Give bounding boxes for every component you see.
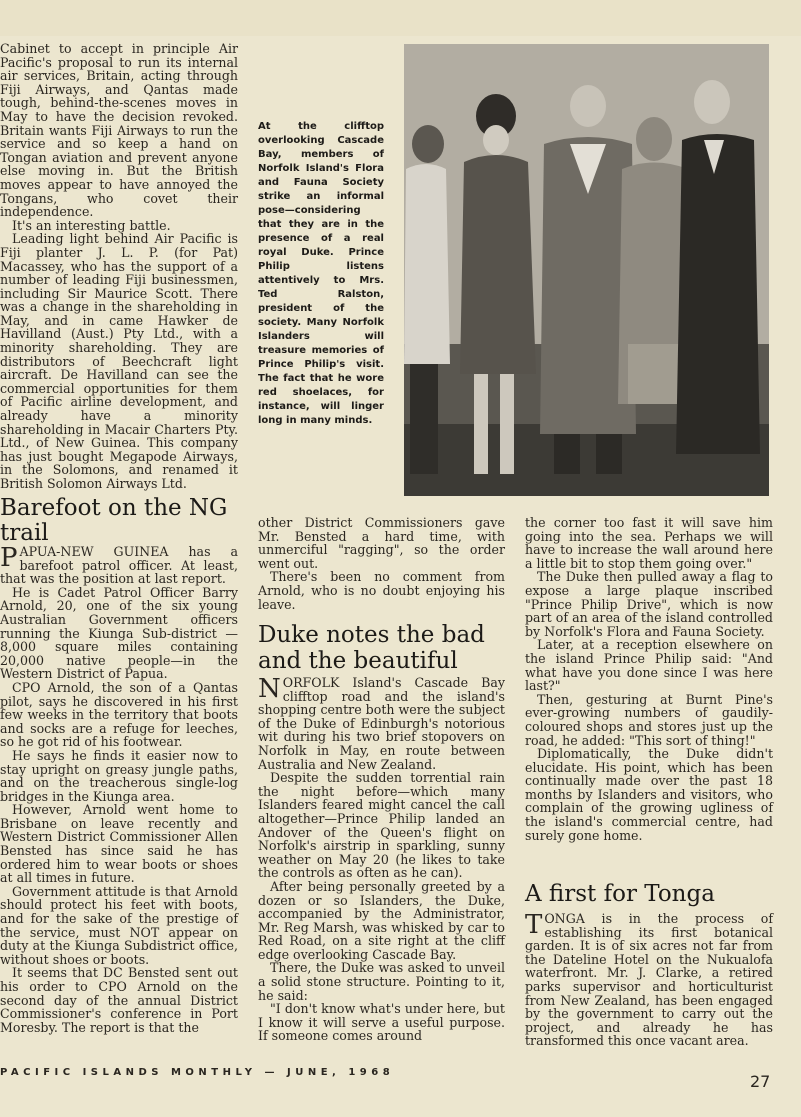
paragraph: It seems that DC Bensted sent out his order to CPO Arnold on the second day of the annual District Commissioner's conference in Port Moresby. The report is that the — [0, 965, 238, 1035]
dropcap: N — [258, 674, 281, 704]
paragraph: There's been no comment from Arnold, who is no doubt enjoying his leave. — [258, 569, 505, 612]
page-top-band — [0, 0, 801, 36]
paragraph: CPO Arnold, the son of a Qantas pilot, says he discovered in his first few weeks in the territory that boots and socks are a refuge for leeches, so he got rid of his footwear. — [0, 679, 238, 750]
duke-continued-column — [525, 516, 773, 842]
headline-tonga: A first for Tonga — [525, 881, 715, 907]
photo-illustration — [404, 44, 769, 496]
lead-text: APUA-NEW GUINEA has a barefoot patrol officer. At least, that was the position at last report. — [0, 544, 238, 587]
page-number: 27 — [750, 1072, 771, 1091]
paragraph: Later, at a reception elsewhere on the island Prince Philip said: "And what have you done since I was here last?" — [525, 637, 773, 694]
lead-paragraph — [0, 545, 238, 586]
paragraph: Cabinet to accept in principle Air Pacific's proposal to run its internal air services, Britain, acting through Fiji Airways, and Qantas made tough, behind-the-scenes moves in May to have the decision revoked. Britain wants Fiji Airways to run the service and so keep a hand on Tongan aviation and prevent anyone else moving in. But the British moves appear to have annoyed the Tongans, who covet their independence. — [0, 41, 238, 220]
running-footer: PACIFIC ISLANDS MONTHLY — JUNE, 1968 — [0, 1067, 395, 1078]
headline-barefoot: Barefoot on the NG trail — [0, 495, 228, 546]
paragraph: There, the Duke was asked to unveil a solid stone structure. Pointing to it, he said: — [258, 960, 505, 1003]
paragraph: The Duke then pulled away a flag to expose a large plaque inscribed "Prince Philip Drive", which is now part of an area of the island controlled by Norfolk's Flora and Fauna Society. — [525, 569, 773, 639]
barefoot-continued-column — [258, 516, 505, 611]
photo-caption: At the clifftop overlooking Cascade Bay, members of Norfolk Island's Flora and Fauna Society strike an informal pose—considering that they are in the presence of a real royal Duke. Prince Philip listens attentively to Mrs. Ted Ralston, president of the society. Many Norfolk Islanders will treasure memories of Prince Philip's visit. The fact that he wore red shoelaces, for instance, will linger long in many minds. — [258, 121, 384, 426]
paragraph: He says he finds it easier now to stay upright on greasy jungle paths, and on the treacherous single-log bridges in the Kiunga area. — [0, 747, 238, 804]
tonga-story-column — [525, 912, 773, 1048]
dropcap: P — [0, 543, 18, 573]
paragraph: the corner too fast it will save him going into the sea. Perhaps we will have to increase the wall around here a little bit to stop them going over." — [525, 515, 773, 571]
dropcap: T — [525, 910, 543, 940]
paragraph: "I don't know what's under here, but I know it will serve a useful purpose. If someone comes around — [258, 1001, 505, 1044]
paragraph: Leading light behind Air Pacific is Fiji planter J. L. P. (for Pat) Macassey, who has the support of a number of leading Fiji businessmen, including Sir Maurice Scott. There was a change in the shareholding in May, and in came Hawker de Havilland (Aust.) Pty Ltd., with a minority shareholding. They are distributors of Beechcraft light aircraft. De Havilland can see the commercial opportunities for them of Pacific airline development, and already have a minority shareholding in Macair Charters Pty. Ltd., of New Guinea. This company has just bought Megapode Airways, in the Solomons, and renamed it British Solomon Airways Ltd. — [0, 231, 238, 491]
paragraph: Diplomatically, the Duke didn't elucidate. His point, which has been continually made over the past 18 months by Islanders and visitors, who complain of the growing ugliness of the island's commercial centre, had surely gone home. — [525, 746, 773, 843]
paragraph: It's an interesting battle. — [12, 217, 171, 233]
duke-story-column — [258, 676, 505, 1043]
paragraph: Then, gesturing at Burnt Pine's ever-growing numbers of gaudily-coloured shops and stores just up the road, he added: "This sort of thing!" — [525, 691, 773, 748]
paragraph: Despite the sudden torrential rain the night before—which many Islanders feared might cancel the call altogether—Prince Philip landed an Andover of the Queen's flight on Norfolk's airstrip in sparkling, sunny weather on May 20 (he likes to take the controls as often as he can). — [258, 770, 505, 881]
lead-paragraph — [525, 912, 773, 1048]
paragraph: However, Arnold went home to Brisbane on leave recently and Western District Commissioner Allen Bensted has since said he has ordered him to wear boots or shoes at all times in future. — [0, 802, 238, 886]
paragraph: After being personally greeted by a dozen or so Islanders, the Duke, accompanied by the Administrator, Mr. Reg Marsh, was whisked by car to Red Road, on a site right at the cliff edge overlooking Cascade Bay. — [258, 878, 505, 962]
photograph-duke-and-society — [404, 44, 769, 496]
lead-paragraph — [258, 676, 505, 771]
barefoot-story-column — [0, 545, 238, 1034]
paragraph: Government attitude is that Arnold should protect his feet with boots, and for the sake of the prestige of the service, must NOT appear on duty at the Kiunga Subdistrict office, without shoes or boots. — [0, 883, 238, 967]
airline-story-column — [0, 42, 238, 491]
headline-duke: Duke notes the bad and the beautiful — [258, 622, 485, 674]
paragraph: He is Cadet Patrol Officer Barry Arnold, 20, one of the six young Australian Government officers running the Kiunga Sub-district — 8,000 square miles containing 20,000 native people—in the Western District of Papua. — [0, 584, 238, 682]
lead-text: ONGA is in the process of establishing its first botanical garden. It is of six acres not far from the Dateline Hotel on the Nukualofa waterfront. Mr. J. Clarke, a retired parks supervisor and horticulturist from New Zealand, has been engaged by the government to carry out the project, and already he has transformed this once vacant area. — [525, 911, 773, 1049]
lead-text: ORFOLK Island's Cascade Bay clifftop road and the island's shopping centre both were the subject of the Duke of Edinburgh's notorious wit during his two brief stopovers on Norfolk in May, en route between Australia and New Zealand. — [258, 675, 505, 772]
paragraph: other District Commissioners gave Mr. Bensted a hard time, with unmerciful "ragging", so the order went out. — [258, 515, 505, 571]
